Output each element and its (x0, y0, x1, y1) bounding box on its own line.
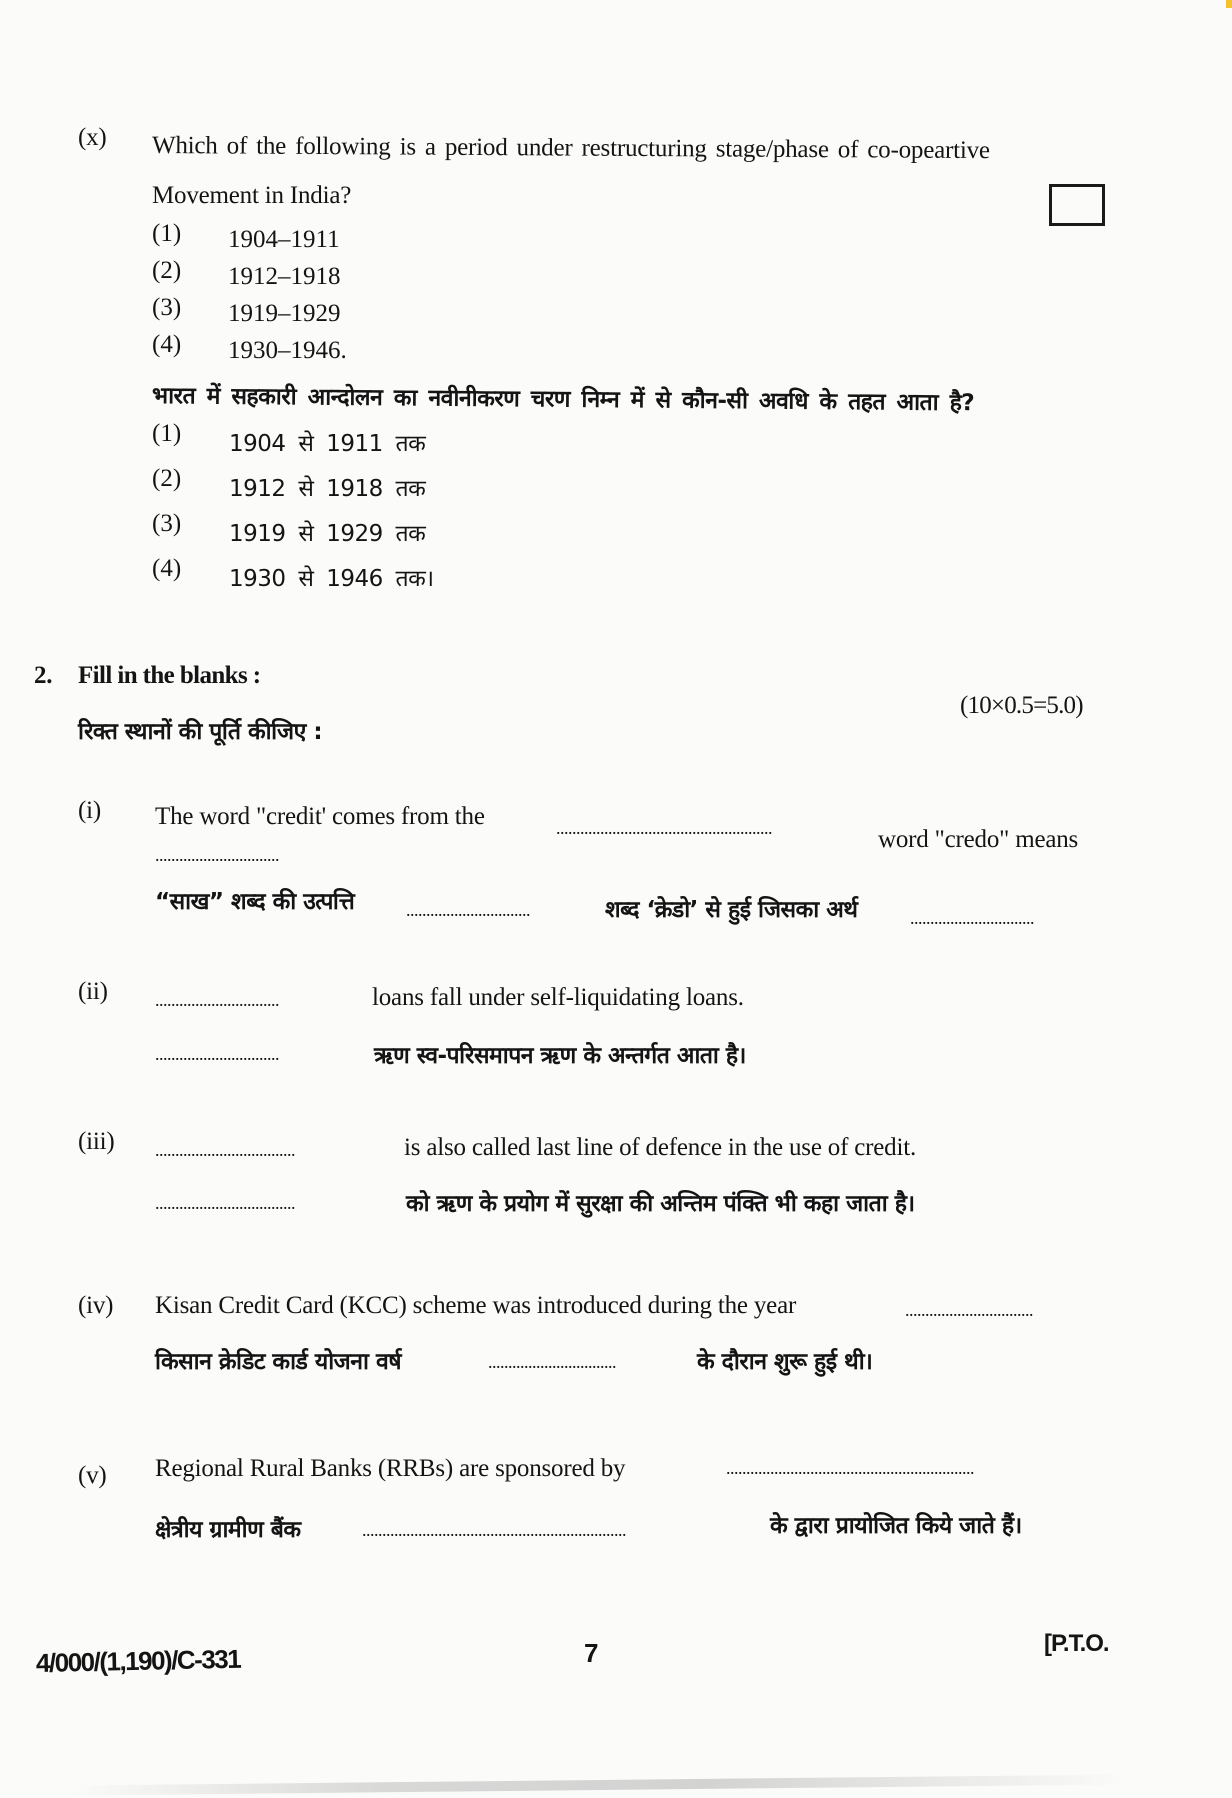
option-number: (4) (152, 555, 182, 582)
item-label: (v) (78, 1462, 107, 1489)
option-value: 1912–1918 (228, 263, 341, 290)
option-value: 1930 से 1946 तक। (229, 566, 434, 592)
item-text-hi: “साख” शब्द की उत्पत्ति (155, 889, 355, 915)
question-text-hi: भारत में सहकारी आन्दोलन का नवीनीकरण चरण निम्न में से कौन-सी अवधि के तहत आता है? (151, 383, 975, 417)
option-value: 1904 से 1911 तक (229, 431, 426, 457)
question-number: 2. (34, 662, 53, 689)
option-number: (4) (152, 331, 182, 358)
blank-field[interactable]: ................................... (155, 1140, 295, 1160)
item-text-hi: ऋण स्व-परिसमापन ऋण के अन्तर्गत आता है। (374, 1043, 746, 1069)
question-text-en-line2: Movement in India? (152, 182, 352, 209)
option-value: 1912 से 1918 तक (229, 476, 426, 502)
option-number: (1) (152, 220, 182, 247)
blank-field[interactable]: ................................ (488, 1352, 616, 1372)
option-value: 1930–1946. (228, 337, 347, 364)
option-value: 1904–1911 (228, 226, 340, 253)
item-text: is also called last line of defence in the use of credit. (404, 1134, 917, 1161)
page-number: 7 (584, 1638, 599, 1668)
option-number: (2) (152, 465, 182, 492)
section-title-en: Fill in the blanks : (78, 662, 261, 689)
item-text: Kisan Credit Card (KCC) scheme was introduced during the year (155, 1292, 797, 1319)
answer-box[interactable] (1049, 184, 1105, 226)
item-text-hi: के दौरान शुरू हुई थी। (697, 1349, 873, 1375)
item-text: Regional Rural Banks (RRBs) are sponsored by (155, 1455, 626, 1482)
item-label: (iv) (78, 1292, 114, 1319)
option-number: (1) (152, 420, 182, 447)
item-text-hi: क्षेत्रीय ग्रामीण बैंक (155, 1517, 301, 1543)
option-value: 1919–1929 (228, 300, 341, 327)
item-text: loans fall under self-liquidating loans. (372, 984, 744, 1011)
option-number: (3) (152, 294, 182, 321)
item-text: word "credo" means (878, 826, 1079, 853)
option-value: 1919 से 1929 तक (229, 521, 426, 547)
item-text-hi: किसान क्रेडिट कार्ड योजना वर्ष (155, 1349, 402, 1375)
item-text-hi: को ऋण के प्रयोग में सुरक्षा की अन्तिम पंक्ति भी कहा जाता है। (406, 1191, 915, 1217)
blank-field[interactable]: ................................ (905, 1300, 1033, 1320)
item-text-hi: के द्वारा प्रायोजित किये जाते हैं। (770, 1513, 1022, 1539)
option-number: (3) (152, 510, 182, 537)
pto-label: [P.T.O. (1044, 1630, 1109, 1657)
blank-field[interactable]: ............................... (406, 900, 530, 920)
section-title-hi: रिक्त स्थानों की पूर्ति कीजिए : (78, 719, 323, 745)
paper-code: 4/000/(1,190)/C-331 (35, 1643, 241, 1678)
blank-field[interactable]: ............................... (910, 908, 1034, 928)
blank-field[interactable]: ................................... (155, 1193, 295, 1213)
page-edge-shadow (70, 1774, 1130, 1795)
item-label: (ii) (78, 978, 108, 1005)
blank-field[interactable]: ............................... (155, 845, 279, 865)
item-text-hi: शब्द ‘क्रेडो’ से हुई जिसका अर्थ (605, 897, 858, 923)
item-label: (i) (78, 797, 101, 824)
item-label: (iii) (78, 1128, 115, 1155)
option-number: (2) (152, 257, 182, 284)
blank-field[interactable]: .................................................................. (362, 1520, 626, 1540)
item-text: The word "credit' comes from the (155, 803, 485, 830)
question-label: (x) (78, 124, 107, 151)
blank-field[interactable]: ...................................................... (556, 818, 772, 838)
marks: (10×0.5=5.0) (960, 692, 1083, 719)
blank-field[interactable]: .............................................................. (726, 1458, 974, 1478)
question-text-en-line1: Which of the following is a period under restructuring stage/phase of co-opeartive (151, 132, 990, 165)
corner-mark (1226, 0, 1232, 8)
blank-field[interactable]: ............................... (155, 1044, 279, 1064)
blank-field[interactable]: ............................... (155, 990, 279, 1010)
